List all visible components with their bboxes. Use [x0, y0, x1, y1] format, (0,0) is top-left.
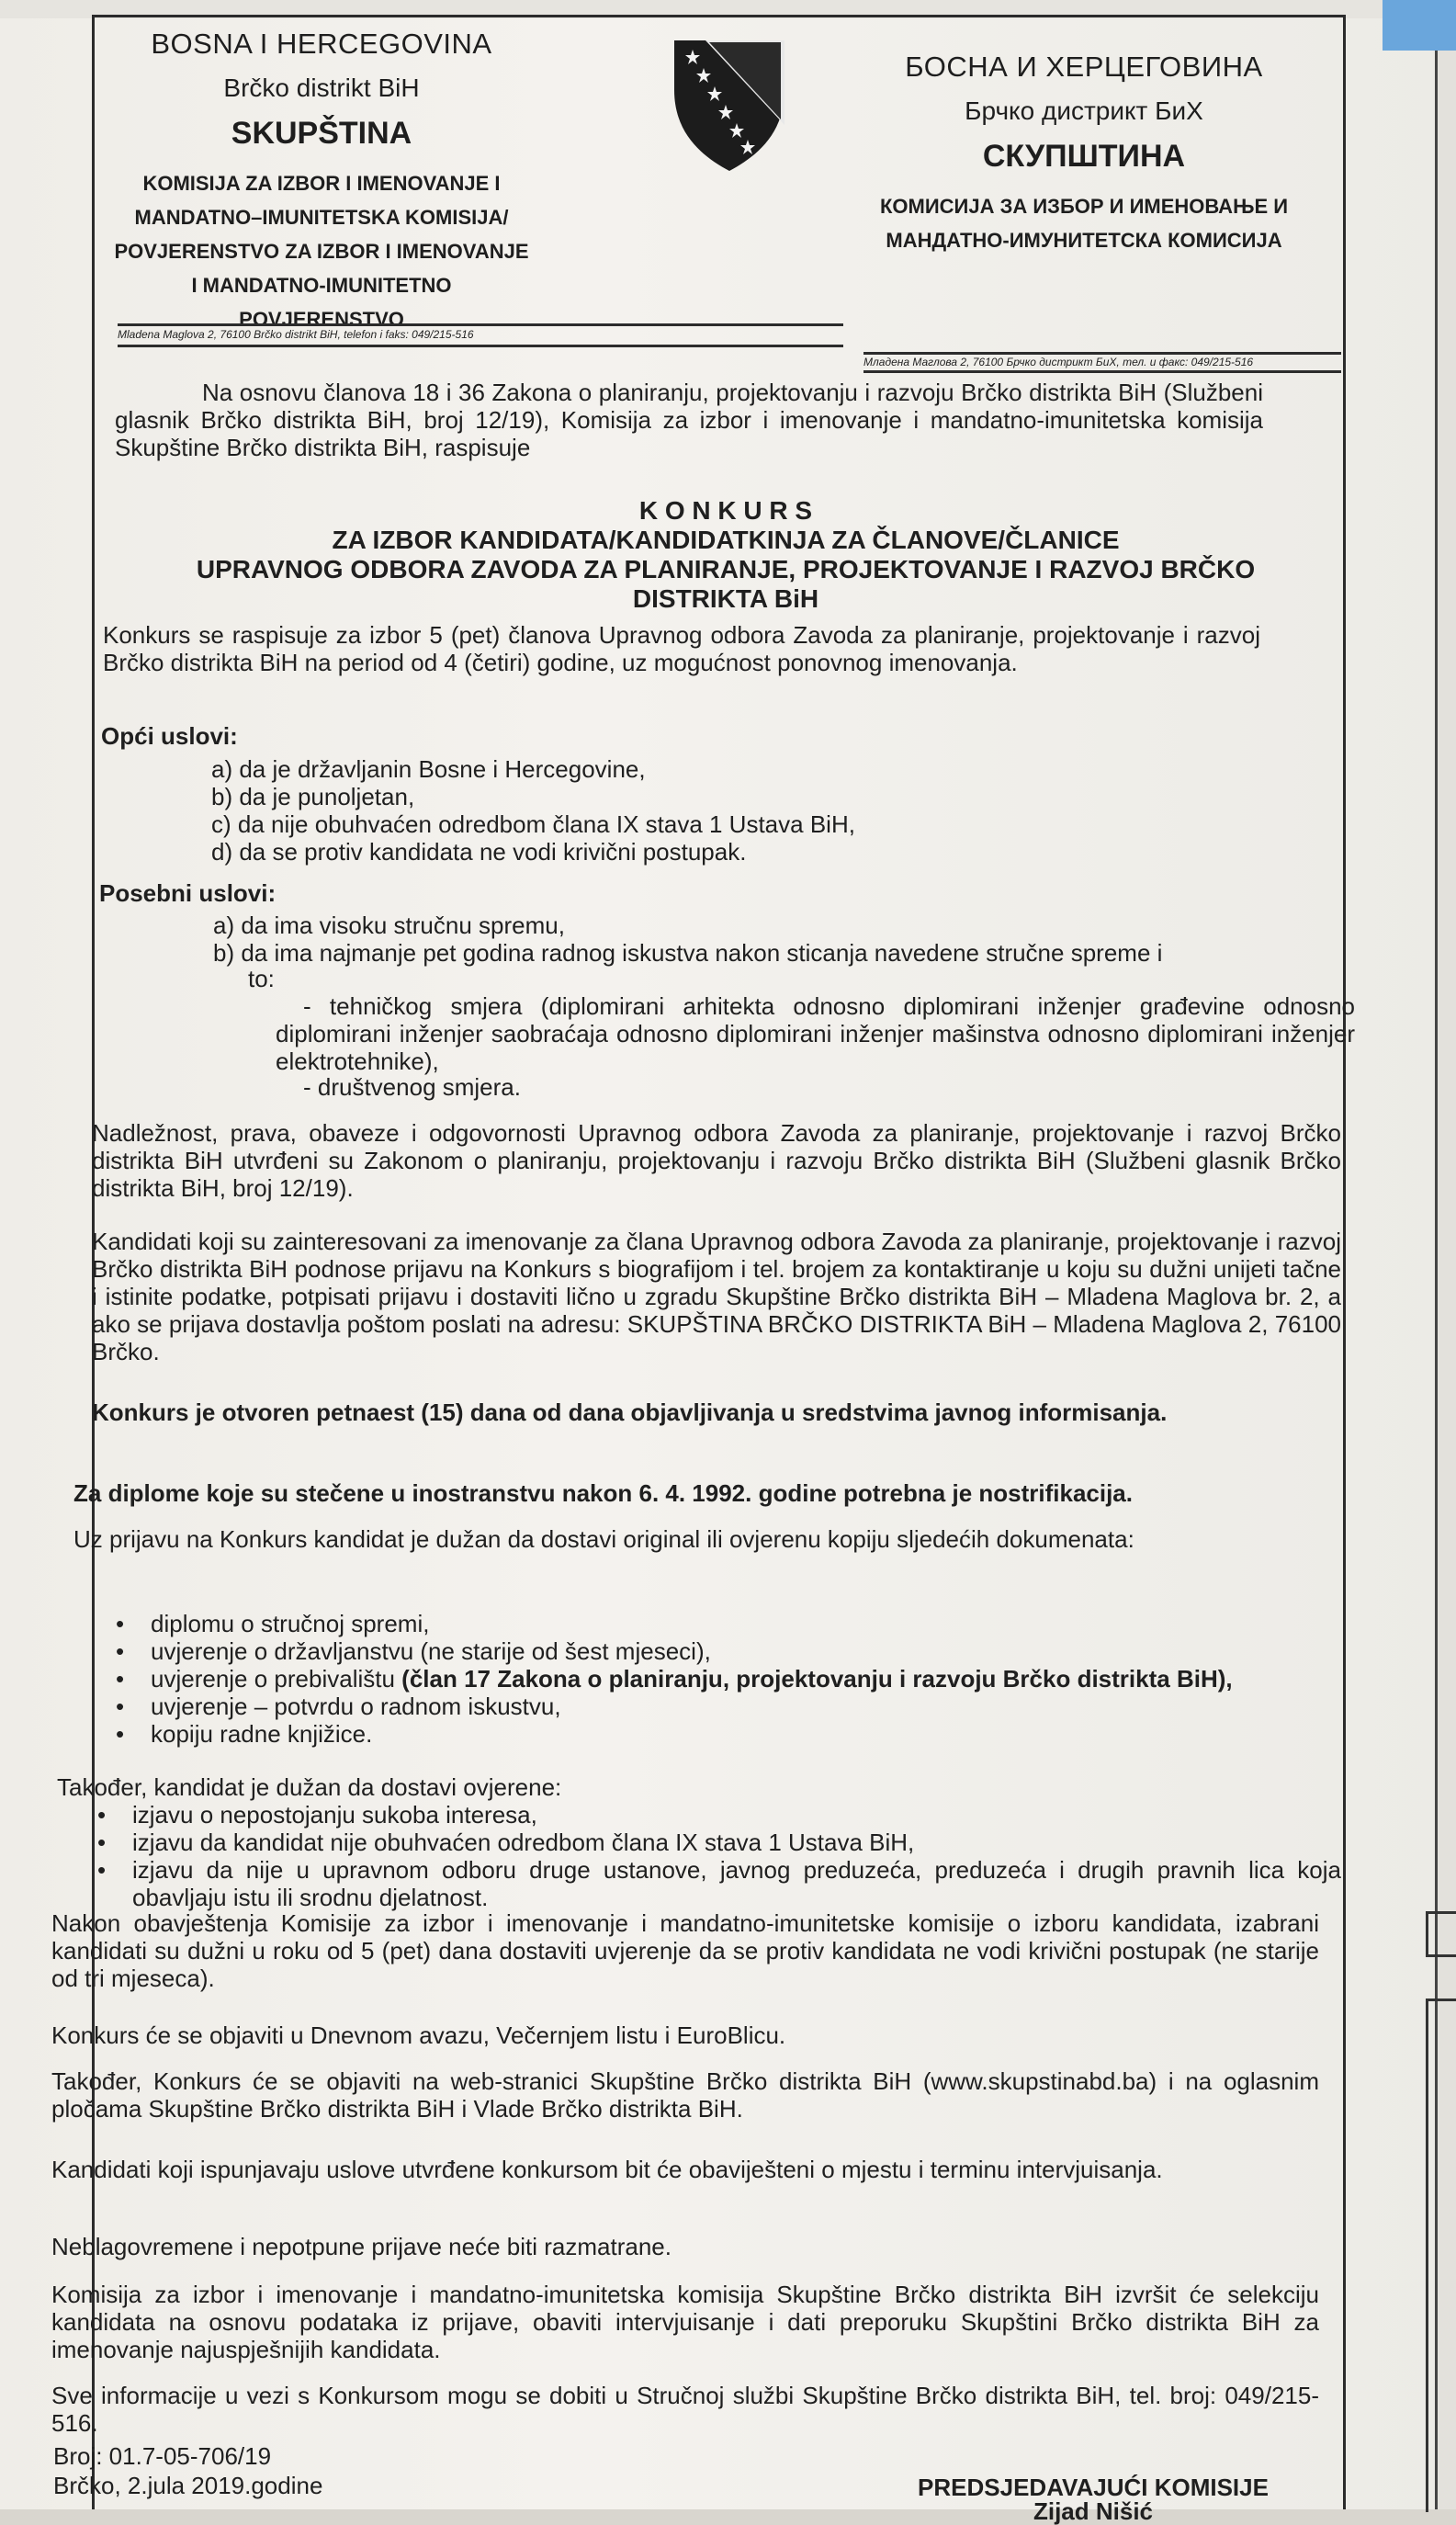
competence-paragraph: Nadležnost, prava, obaveze i odgovornosti Upravnog odbora Zavoda za planiranje, projektovanje i razvoj Brčko distrikta BiH utvrđeni su Zakonom o planiranju, projektovanju i razvoju Brčko distrikta BiH (Službeni glasnik Brčko distrikta BiH, broj 12/19). — [92, 1119, 1341, 1202]
header-left-country: BOSNA I HERCEGOVINA — [151, 28, 492, 60]
special-conditions-heading: Posebni uslovi: — [99, 879, 277, 907]
header-left-address: Mladena Maglova 2, 76100 Brčko distrikt BiH, telefon i faks: 049/215-516 — [118, 328, 474, 341]
document-item: • uvjerenje o državljanstvu (ne starije od šest mjeseci), — [110, 1637, 1341, 1665]
document-residence-law: (član 17 Zakona o planiranju, projektovanju i razvoju Brčko distrikta BiH), — [401, 1665, 1233, 1693]
documents-list — [110, 1610, 1341, 1748]
documents-intro: Uz prijavu na Konkurs kandidat je dužan da dostavi original ili ovjerenu kopiju sljedećih dokumenata: — [73, 1525, 1134, 1553]
information-paragraph: Sve informacije u vezi s Konkursom mogu se dobiti u Stručnoj službi Skupštine Brčko distrikta BiH, tel. broj: 049/215-516. — [51, 2382, 1319, 2437]
certified-item: • izjavu o nepostojanju sukoba interesa, — [92, 1801, 1341, 1829]
adjacent-page-corner — [1383, 0, 1456, 51]
certified-item: • izjavu da kandidat nije obuhvaćen odredbom člana IX stava 1 Ustava BiH, — [92, 1829, 1341, 1856]
incomplete-applications-paragraph: Neblagovremene i nepotpune prijave neće biti razmatrane. — [51, 2233, 672, 2260]
purpose-paragraph: Konkurs se raspisuje za izbor 5 (pet) članova Upravnog odbora Zavoda za planiranje, projektovanje i razvoj Brčko distrikta BiH na period od 4 (četiri) godine, uz mogućnost ponovnog imenovanja. — [103, 621, 1260, 676]
header-left-rule-bottom — [118, 345, 843, 347]
title-line-3: UPRAVNOG ODBORA ZAVODA ZA PLANIRANJE, PROJEKTOVANJE I RAZVOJ BRČKO — [196, 555, 1256, 583]
header-left-committee-4: I MANDATNO-IMUNITETNO — [191, 274, 452, 297]
title-line-2: ZA IZBOR KANDIDATA/KANDIDATKINJA ZA ČLANOVE/ČLANICE — [332, 526, 1120, 554]
adjacent-ad-box-top — [1426, 1911, 1456, 1957]
general-condition-a: a) da je državljanin Bosne i Hercegovine, — [211, 755, 646, 783]
special-condition-b-cont: to: — [248, 965, 275, 992]
header-right-rule-bottom — [863, 370, 1341, 373]
header-left-committee-1: KOMISIJA ZA IZBOR I IMENOVANJE I — [142, 172, 501, 195]
document-date: Brčko, 2.jula 2019.godine — [53, 2472, 323, 2499]
deadline-paragraph: Konkurs je otvoren petnaest (15) dana od dana objavljivanja u sredstvima javnog informisanja. — [92, 1398, 1168, 1426]
certified-intro: Također, kandidat je dužan da dostavi ovjerene: — [57, 1773, 562, 1801]
title-line-4: DISTRIKTA BiH — [632, 584, 819, 613]
selection-paragraph: Komisija za izbor i imenovanje i mandatno-imunitetska komisija Skupštine Brčko distrikta BiH izvršit će selekciju kandidata na osnovu podataka iz prijave, obaviti intervjuisanje i dati preporuku Skupštini Brčko distrikta BiH za imenovanje najuspješnijih kandidata. — [51, 2281, 1319, 2363]
header-left-rule — [118, 323, 843, 326]
reference-number: Broj: 01.7-05-706/19 — [53, 2442, 272, 2470]
bih-coat-of-arms-icon — [669, 37, 790, 175]
interview-paragraph: Kandidati koji ispunjavaju uslove utvrđene konkursom bit će obaviješteni o mjestu i terminu intervjuisanja. — [51, 2156, 1163, 2183]
after-selection-paragraph: Nakon obavještenja Komisije za izbor i imenovanje i mandatno-imunitetske komisije o izboru kandidata, izabrani kandidati su dužni u roku od 5 (pet) dana dostaviti uvjerenje da se protiv kandidata ne vodi krivični postupak (ne starije od tri mjeseca). — [51, 1909, 1319, 1992]
header-left-assembly: SKUPŠTINA — [231, 116, 412, 151]
publication-paragraph: Konkurs će se objaviti u Dnevnom avazu, Večernjem listu i EuroBlicu. — [51, 2021, 786, 2049]
general-conditions-heading: Opći uslovi: — [101, 722, 238, 750]
application-paragraph: Kandidati koji su zainteresovani za imenovanje za člana Upravnog odbora Zavoda za planiranje, projektovanje i razvoj Brčko distrikta BiH podnose prijavu na Konkurs s biografijom i tel. brojem za kontaktiranje u koju su dužni unijeti tačne i istinite podatke, potpisati prijavu i dostaviti lično u zgradu Skupštine Brčko distrikta BiH – Mladena Maglova br. 2, a ako se prijava dostavlja poštom poslati na adresu: SKUPŠTINA BRČKO DISTRIKTA BiH – Mladena Maglova 2, 76100 Brčko. — [92, 1228, 1341, 1365]
header-right — [827, 51, 1341, 257]
document-item: • uvjerenje – potvrdu o radnom iskustvu, — [110, 1693, 1341, 1720]
header-right-address: Младена Маглова 2, 76100 Брчко дистрикт БиХ, тел. и факс: 049/215-516 — [863, 356, 1254, 368]
header-left — [92, 28, 551, 336]
header-right-district: Брчко дистрикт БиХ — [965, 96, 1203, 125]
nostrification-paragraph: Za diplome koje su stečene u inostranstvu nakon 6. 4. 1992. godine potrebna je nostrifikacija. — [73, 1479, 1133, 1507]
general-condition-b: b) da je punoljetan, — [211, 783, 415, 810]
general-condition-c: c) da nije obuhvaćen odredbom člana IX stava 1 Ustava BiH, — [211, 810, 855, 838]
header-right-country: БОСНА И ХЕРЦЕГОВИНА — [905, 51, 1263, 83]
header-left-committee-3: POVJERENSTVO ZA IZBOR I IMENOVANJE — [114, 240, 529, 263]
certified-item: • izjavu da nije u upravnom odboru druge ustanove, javnog preduzeća, preduzeća i drugih pravnih lica koja obavljaju istu ili srodnu djelatnost. — [92, 1856, 1341, 1911]
intro-paragraph: Na osnovu članova 18 i 36 Zakona o planiranju, projektovanju i razvoju Brčko distrikta BiH (Službeni glasnik Brčko distrikta BiH, broj 12/19), Komisija za izbor i imenovanje i mandatno-imunitetska komisija Skupštine Brčko distrikta BiH, raspisuje — [115, 379, 1263, 461]
certified-list — [92, 1801, 1341, 1911]
header-left-committee-2: MANDATNO–IMUNITETSKA KOMISIJA/ — [134, 206, 509, 229]
general-conditions-list — [211, 755, 1222, 866]
header-left-district: Brčko distrikt BiH — [223, 74, 420, 102]
special-condition-a: a) da ima visoku stručnu spremu, — [213, 911, 565, 939]
konkurs-title — [101, 496, 1350, 614]
document-item — [110, 1665, 1341, 1693]
header-left-committee-5: POVJERENSTVO — [239, 308, 404, 331]
social-direction: - društvenog smjera. — [303, 1073, 521, 1101]
document-item: • kopiju radne knjižice. — [110, 1720, 1341, 1748]
signature-title: PREDSJEDAVAJUĆI KOMISIJE — [918, 2474, 1269, 2501]
document-residence: uvjerenje o prebivalištu — [151, 1665, 395, 1693]
title-line-1: K O N K U R S — [638, 496, 813, 525]
signature-name: Zijad Nišić — [1033, 2497, 1154, 2525]
header-right-rule — [863, 352, 1341, 355]
adjacent-ad-box-bottom — [1426, 1998, 1456, 2512]
header-right-assembly: СКУПШТИНА — [982, 139, 1186, 174]
header-right-committee-2: МАНДАТНО-ИМУНИТЕТСКА КОМИСИЈА — [886, 229, 1282, 252]
header-right-committee-1: КОМИСИЈА ЗА ИЗБОР И ИМЕНОВАЊЕ И — [879, 195, 1289, 218]
special-condition-b: b) da ima najmanje pet godina radnog iskustva nakon sticanja navedene stručne spreme i — [213, 939, 1163, 967]
web-publication-paragraph: Također, Konkurs će se objaviti na web-stranici Skupštine Brčko distrikta BiH (www.skupstinabd.ba) i na oglasnim pločama Skupštine Brčko distrikta BiH i Vlade Brčko distrikta BiH. — [51, 2067, 1319, 2123]
general-condition-d: d) da se protiv kandidata ne vodi krivični postupak. — [211, 838, 747, 866]
document-item: • diplomu o stručnoj spremi, — [110, 1610, 1341, 1637]
technical-direction: - tehničkog smjera (diplomirani arhitekta odnosno diplomirani inženjer građevine odnosno diplomirani inženjer saobraćaja odnosno diplomirani inženjer mašinstva odnosno diplomirani inženjer elektrotehnike), — [276, 992, 1355, 1075]
